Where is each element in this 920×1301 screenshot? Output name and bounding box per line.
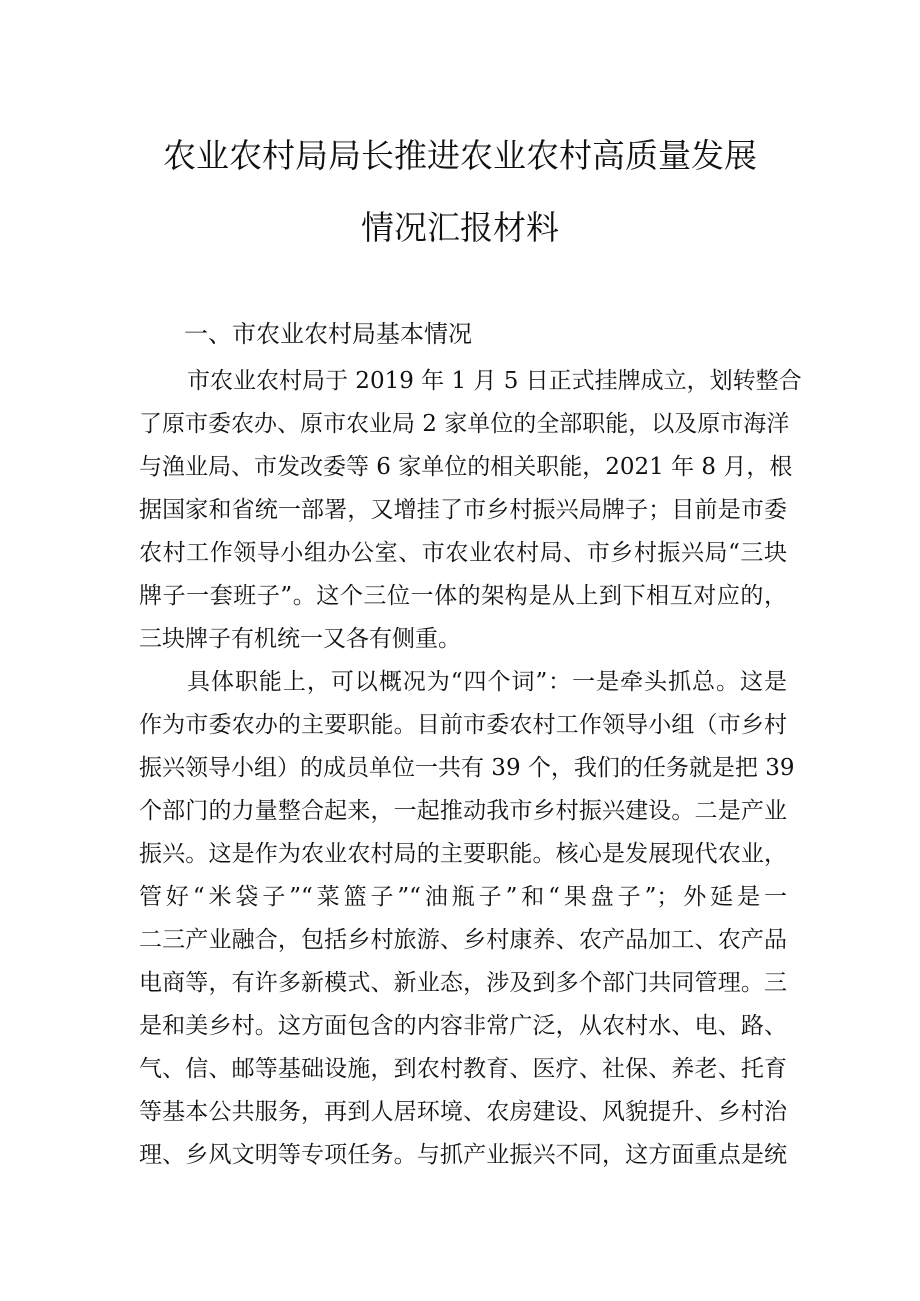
paragraph-2-line: 振兴。这是作为农业农村局的主要职能。核心是发展现代农业， <box>139 841 787 867</box>
paragraph-2-line: 管好“米袋子”“菜篮子”“油瓶子”和“果盘子”；外延是一 <box>139 884 787 910</box>
paragraph-2-line: 作为市委农办的主要职能。目前市委农村工作领导小组（市乡村 <box>139 712 787 738</box>
paragraph-2-line: 气、信、邮等基础设施，到农村教育、医疗、社保、养老、托育 <box>139 1056 787 1082</box>
paragraph-1-line: 牌子一套班子”。这个三位一体的架构是从上到下相互对应的， <box>139 583 787 609</box>
paragraph-2-line: 是和美乡村。这方面包含的内容非常广泛，从农村水、电、路、 <box>139 1013 787 1039</box>
paragraph-2-line: 二三产业融合，包括乡村旅游、乡村康养、农产品加工、农产品 <box>139 927 787 953</box>
paragraph-2-line: 振兴领导小组）的成员单位一共有 39 个，我们的任务就是把 39 <box>139 755 795 781</box>
document-title-line-1: 农业农村局局长推进农业农村高质量发展 <box>163 136 757 175</box>
section-heading: 一、市农业农村局基本情况 <box>184 320 472 348</box>
paragraph-1-line: 三块牌子有机统一又各有侧重。 <box>139 626 461 652</box>
paragraph-1-line: 农村工作领导小组办公室、市农业农村局、市乡村振兴局“三块 <box>139 540 787 566</box>
paragraph-1-line: 据国家和省统一部署，又增挂了市乡村振兴局牌子；目前是市委 <box>139 497 787 523</box>
paragraph-2-line: 理、乡风文明等专项任务。与抓产业振兴不同，这方面重点是统 <box>139 1142 787 1168</box>
paragraph-1-line: 与渔业局、市发改委等 6 家单位的相关职能，2021 年 8 月，根 <box>139 454 793 480</box>
paragraph-1-line: 市农业农村局于 2019 年 1 月 5 日正式挂牌成立，划转整合 <box>187 368 802 394</box>
paragraph-1-line: 了原市委农办、原市农业局 2 家单位的全部职能，以及原市海洋 <box>139 411 790 437</box>
paragraph-2-line: 具体职能上，可以概况为“四个词”：一是牵头抓总。这是 <box>187 669 787 695</box>
paragraph-2-line: 等基本公共服务，再到人居环境、农房建设、风貌提升、乡村治 <box>139 1099 787 1125</box>
paragraph-2-line: 个部门的力量整合起来，一起推动我市乡村振兴建设。二是产业 <box>139 798 787 824</box>
document-title-line-2: 情况汇报材料 <box>361 208 559 247</box>
paragraph-2-line: 电商等，有许多新模式、新业态，涉及到多个部门共同管理。三 <box>139 970 787 996</box>
